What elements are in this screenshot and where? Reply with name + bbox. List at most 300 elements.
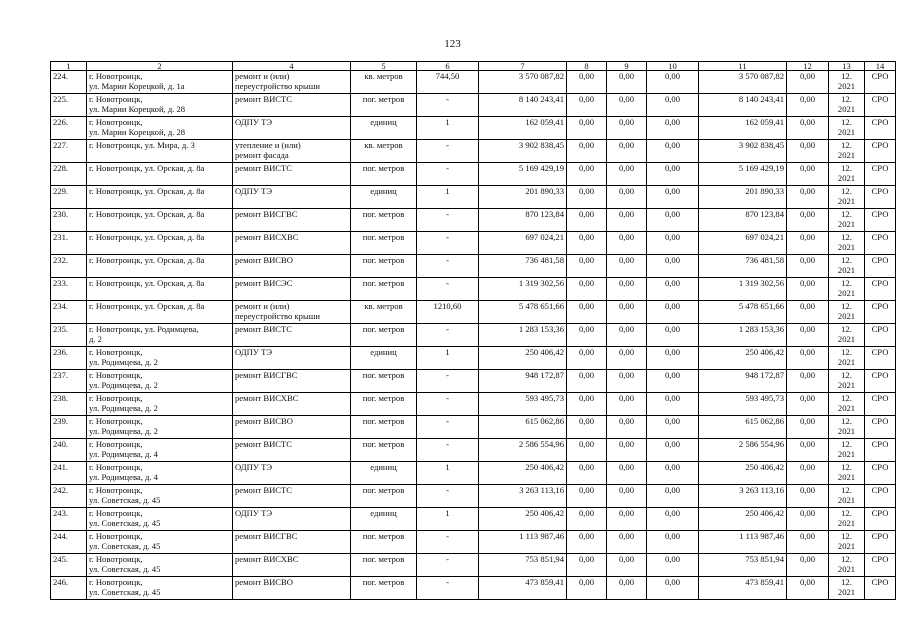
deadline-year: 2021 [837, 81, 856, 92]
fund-cell-8: 0,00 [567, 94, 607, 117]
total-cost-cell: 1 283 153,36 [479, 324, 567, 347]
fund-method-cell: СРО [865, 393, 896, 416]
fund-cell-9: 0,00 [607, 324, 647, 347]
address-line: г. Новотроицк, ул. Орская, д. 8а [89, 232, 205, 242]
row-number-cell: 225. [51, 94, 87, 117]
unit-cell: единиц [351, 186, 417, 209]
fund-cell-9: 0,00 [607, 577, 647, 600]
table-row [51, 485, 896, 508]
work-type-line: ремонт ВИСХВС [235, 554, 299, 564]
fund-cell-12: 0,00 [787, 485, 829, 508]
fund-cell-12: 0,00 [787, 209, 829, 232]
deadline-month: 12. [841, 439, 852, 449]
work-type-line: ремонт ВИСТС [235, 485, 293, 495]
fund-cell-9: 0,00 [607, 117, 647, 140]
work-type-cell [233, 140, 351, 163]
deadline-month: 12. [841, 117, 852, 127]
fund-method-cell: СРО [865, 163, 896, 186]
fund-cell-9: 0,00 [607, 370, 647, 393]
deadline-month: 12. [841, 324, 852, 334]
address-cell [87, 186, 233, 209]
total-cost-cell: 615 062,86 [479, 416, 567, 439]
address-line: г. Новотроицк, ул. Родимцева, [89, 324, 199, 334]
fund-method-cell: СРО [865, 508, 896, 531]
fund-cell-8: 0,00 [567, 347, 607, 370]
column-number-header: 9 [607, 62, 647, 71]
unit-cell: пог. метров [351, 393, 417, 416]
fund-cell-12: 0,00 [787, 94, 829, 117]
work-type-line: ОДПУ ТЭ [235, 347, 273, 357]
deadline-month: 12. [841, 416, 852, 426]
quantity-cell: - [417, 393, 479, 416]
quantity-cell: - [417, 163, 479, 186]
address-line: ул. Родимцева, д. 2 [89, 403, 158, 414]
deadline-month: 12. [841, 278, 852, 288]
fund-cell-12: 0,00 [787, 439, 829, 462]
fund-cell-9: 0,00 [607, 278, 647, 301]
deadline-month: 12. [841, 554, 852, 564]
total-cost-cell: 1 319 302,56 [479, 278, 567, 301]
address-line: г. Новотроицк, [89, 117, 143, 127]
row-number-cell: 238. [51, 393, 87, 416]
address-cell [87, 554, 233, 577]
total-cost-cell: 753 851,94 [479, 554, 567, 577]
address-cell [87, 94, 233, 117]
owners-funds-cell: 1 319 302,56 [699, 278, 787, 301]
deadline-cell [829, 439, 865, 462]
deadline-year: 2021 [837, 541, 856, 552]
table-row [51, 232, 896, 255]
fund-cell-9: 0,00 [607, 531, 647, 554]
address-cell [87, 301, 233, 324]
fund-method-cell: СРО [865, 531, 896, 554]
quantity-cell: 1210,60 [417, 301, 479, 324]
table-row [51, 347, 896, 370]
table-row [51, 301, 896, 324]
total-cost-cell: 162 059,41 [479, 117, 567, 140]
fund-cell-12: 0,00 [787, 278, 829, 301]
fund-cell-10: 0,00 [647, 278, 699, 301]
deadline-month: 12. [841, 209, 852, 219]
unit-cell: пог. метров [351, 531, 417, 554]
address-line: ул. Родимцева, д. 2 [89, 357, 158, 368]
fund-cell-10: 0,00 [647, 94, 699, 117]
fund-cell-9: 0,00 [607, 255, 647, 278]
fund-method-cell: СРО [865, 209, 896, 232]
total-cost-cell: 3 902 838,45 [479, 140, 567, 163]
total-cost-cell: 8 140 243,41 [479, 94, 567, 117]
unit-cell: пог. метров [351, 232, 417, 255]
deadline-year: 2021 [837, 311, 856, 322]
address-line: ул. Марии Корецкой, д. 28 [89, 104, 186, 115]
fund-cell-12: 0,00 [787, 577, 829, 600]
table-row [51, 278, 896, 301]
unit-cell: кв. метров [351, 301, 417, 324]
fund-cell-8: 0,00 [567, 140, 607, 163]
fund-cell-8: 0,00 [567, 71, 607, 94]
fund-cell-10: 0,00 [647, 163, 699, 186]
unit-cell: пог. метров [351, 439, 417, 462]
deadline-cell [829, 416, 865, 439]
total-cost-cell: 736 481,58 [479, 255, 567, 278]
quantity-cell: - [417, 140, 479, 163]
fund-cell-12: 0,00 [787, 255, 829, 278]
owners-funds-cell: 1 283 153,36 [699, 324, 787, 347]
work-type-line: ремонт ВИСГВС [235, 531, 298, 541]
quantity-cell: - [417, 416, 479, 439]
work-type-line: утепление и (или) [235, 140, 301, 150]
unit-cell: пог. метров [351, 324, 417, 347]
owners-funds-cell: 3 263 113,16 [699, 485, 787, 508]
fund-method-cell: СРО [865, 278, 896, 301]
page-number: 123 [444, 38, 461, 50]
fund-cell-8: 0,00 [567, 186, 607, 209]
row-number-cell: 227. [51, 140, 87, 163]
fund-method-cell: СРО [865, 462, 896, 485]
address-line: г. Новотроицк, ул. Мира, д. 3 [89, 140, 195, 150]
fund-cell-12: 0,00 [787, 554, 829, 577]
address-line: ул. Марии Корецкой, д. 1а [89, 81, 185, 92]
column-number-header: 1 [51, 62, 87, 71]
work-type-line: ремонт ВИСХВС [235, 393, 299, 403]
deadline-cell [829, 232, 865, 255]
address-cell [87, 232, 233, 255]
address-line: г. Новотроицк, ул. Орская, д. 8а [89, 186, 205, 196]
address-line: г. Новотроицк, [89, 462, 143, 472]
fund-method-cell: СРО [865, 416, 896, 439]
address-line: ул. Родимцева, д. 4 [89, 472, 158, 483]
total-cost-cell: 948 172,87 [479, 370, 567, 393]
quantity-cell: - [417, 232, 479, 255]
quantity-cell: 1 [417, 462, 479, 485]
fund-cell-10: 0,00 [647, 462, 699, 485]
work-type-line: ОДПУ ТЭ [235, 186, 273, 196]
deadline-cell [829, 347, 865, 370]
address-line: ул. Марии Корецкой, д. 28 [89, 127, 186, 138]
deadline-year: 2021 [837, 403, 856, 414]
row-number-cell: 232. [51, 255, 87, 278]
deadline-month: 12. [841, 71, 852, 81]
address-cell [87, 209, 233, 232]
column-number-header: 11 [699, 62, 787, 71]
address-line: г. Новотроицк, [89, 554, 143, 564]
fund-cell-8: 0,00 [567, 370, 607, 393]
address-line: г. Новотроицк, [89, 370, 143, 380]
address-line: ул. Родимцева, д. 4 [89, 449, 158, 460]
table-row [51, 508, 896, 531]
fund-cell-10: 0,00 [647, 508, 699, 531]
deadline-year: 2021 [837, 334, 856, 345]
fund-method-cell: СРО [865, 439, 896, 462]
row-number-cell: 231. [51, 232, 87, 255]
deadline-cell [829, 370, 865, 393]
owners-funds-cell: 8 140 243,41 [699, 94, 787, 117]
address-line: г. Новотроицк, ул. Орская, д. 8а [89, 163, 205, 173]
fund-cell-10: 0,00 [647, 301, 699, 324]
fund-cell-9: 0,00 [607, 439, 647, 462]
deadline-year: 2021 [837, 104, 856, 115]
address-line: г. Новотроицк, [89, 393, 143, 403]
address-cell [87, 393, 233, 416]
fund-method-cell: СРО [865, 370, 896, 393]
fund-method-cell: СРО [865, 554, 896, 577]
fund-cell-9: 0,00 [607, 186, 647, 209]
owners-funds-cell: 736 481,58 [699, 255, 787, 278]
table-row [51, 393, 896, 416]
deadline-year: 2021 [837, 265, 856, 276]
column-number-header: 13 [829, 62, 865, 71]
unit-cell: единиц [351, 462, 417, 485]
address-line: ул. Советская, д. 45 [89, 518, 161, 529]
fund-cell-8: 0,00 [567, 393, 607, 416]
table-body [51, 71, 896, 600]
deadline-month: 12. [841, 186, 852, 196]
table-row [51, 209, 896, 232]
fund-cell-8: 0,00 [567, 554, 607, 577]
deadline-year: 2021 [837, 472, 856, 483]
column-number-row [51, 62, 896, 71]
column-number-header: 12 [787, 62, 829, 71]
work-type-cell [233, 416, 351, 439]
work-type-cell [233, 531, 351, 554]
deadline-cell [829, 508, 865, 531]
address-cell [87, 485, 233, 508]
owners-funds-cell: 697 024,21 [699, 232, 787, 255]
deadline-cell [829, 278, 865, 301]
unit-cell: пог. метров [351, 255, 417, 278]
row-number-cell: 224. [51, 71, 87, 94]
total-cost-cell: 697 024,21 [479, 232, 567, 255]
deadline-month: 12. [841, 370, 852, 380]
fund-cell-12: 0,00 [787, 163, 829, 186]
work-type-line: ремонт ВИСВО [235, 416, 293, 426]
work-type-line: ремонт и (или) [235, 301, 290, 311]
fund-cell-12: 0,00 [787, 508, 829, 531]
address-cell [87, 255, 233, 278]
quantity-cell: 1 [417, 347, 479, 370]
row-number-cell: 234. [51, 301, 87, 324]
total-cost-cell: 5 169 429,19 [479, 163, 567, 186]
quantity-cell: - [417, 255, 479, 278]
table-row [51, 94, 896, 117]
deadline-cell [829, 462, 865, 485]
deadline-year: 2021 [837, 127, 856, 138]
work-type-line: ремонт ВИСЭС [235, 278, 293, 288]
address-cell [87, 71, 233, 94]
deadline-year: 2021 [837, 449, 856, 460]
address-line: ул. Советская, д. 45 [89, 495, 161, 506]
deadline-month: 12. [841, 140, 852, 150]
table-row [51, 324, 896, 347]
fund-cell-12: 0,00 [787, 347, 829, 370]
deadline-year: 2021 [837, 357, 856, 368]
work-type-line: ОДПУ ТЭ [235, 508, 273, 518]
address-cell [87, 531, 233, 554]
address-line: ул. Советская, д. 45 [89, 587, 161, 598]
owners-funds-cell: 593 495,73 [699, 393, 787, 416]
unit-cell: единиц [351, 347, 417, 370]
unit-cell: единиц [351, 117, 417, 140]
address-line: д. 2 [89, 334, 102, 345]
owners-funds-cell: 870 123,84 [699, 209, 787, 232]
address-cell [87, 278, 233, 301]
address-cell [87, 324, 233, 347]
column-number-header: 8 [567, 62, 607, 71]
deadline-cell [829, 485, 865, 508]
quantity-cell: - [417, 209, 479, 232]
owners-funds-cell: 250 406,42 [699, 462, 787, 485]
fund-cell-9: 0,00 [607, 554, 647, 577]
fund-cell-8: 0,00 [567, 577, 607, 600]
deadline-month: 12. [841, 301, 852, 311]
fund-method-cell: СРО [865, 94, 896, 117]
unit-cell: пог. метров [351, 370, 417, 393]
quantity-cell: - [417, 324, 479, 347]
deadline-cell [829, 117, 865, 140]
unit-cell: пог. метров [351, 554, 417, 577]
owners-funds-cell: 948 172,87 [699, 370, 787, 393]
fund-cell-10: 0,00 [647, 577, 699, 600]
deadline-month: 12. [841, 347, 852, 357]
fund-cell-10: 0,00 [647, 117, 699, 140]
quantity-cell: - [417, 278, 479, 301]
total-cost-cell: 473 859,41 [479, 577, 567, 600]
table-row [51, 416, 896, 439]
work-type-cell [233, 439, 351, 462]
work-type-line: переустройство крыши [235, 81, 320, 92]
unit-cell: единиц [351, 508, 417, 531]
unit-cell: пог. метров [351, 94, 417, 117]
deadline-cell [829, 554, 865, 577]
deadline-cell [829, 577, 865, 600]
fund-cell-12: 0,00 [787, 370, 829, 393]
address-line: ул. Советская, д. 45 [89, 541, 161, 552]
total-cost-cell: 2 586 554,96 [479, 439, 567, 462]
column-number-header: 6 [417, 62, 479, 71]
deadline-cell [829, 71, 865, 94]
column-number-header: 7 [479, 62, 567, 71]
row-number-cell: 230. [51, 209, 87, 232]
unit-cell: кв. метров [351, 140, 417, 163]
deadline-year: 2021 [837, 495, 856, 506]
quantity-cell: - [417, 531, 479, 554]
capital-repair-table [50, 61, 896, 600]
work-type-cell [233, 163, 351, 186]
fund-cell-10: 0,00 [647, 531, 699, 554]
address-line: г. Новотроицк, [89, 416, 143, 426]
fund-cell-12: 0,00 [787, 71, 829, 94]
fund-cell-9: 0,00 [607, 94, 647, 117]
owners-funds-cell: 3 570 087,82 [699, 71, 787, 94]
owners-funds-cell: 473 859,41 [699, 577, 787, 600]
fund-cell-9: 0,00 [607, 485, 647, 508]
fund-cell-8: 0,00 [567, 439, 607, 462]
owners-funds-cell: 3 902 838,45 [699, 140, 787, 163]
address-cell [87, 462, 233, 485]
table-row [51, 439, 896, 462]
deadline-year: 2021 [837, 380, 856, 391]
row-number-cell: 229. [51, 186, 87, 209]
deadline-month: 12. [841, 508, 852, 518]
unit-cell: пог. метров [351, 209, 417, 232]
deadline-year: 2021 [837, 426, 856, 437]
fund-method-cell: СРО [865, 301, 896, 324]
row-number-cell: 242. [51, 485, 87, 508]
work-type-line: ремонт и (или) [235, 71, 290, 81]
fund-method-cell: СРО [865, 140, 896, 163]
unit-cell: пог. метров [351, 163, 417, 186]
owners-funds-cell: 5 478 651,66 [699, 301, 787, 324]
address-line: г. Новотроицк, [89, 71, 143, 81]
work-type-line: ремонт ВИСВО [235, 255, 293, 265]
fund-cell-8: 0,00 [567, 232, 607, 255]
address-line: г. Новотроицк, [89, 508, 143, 518]
work-type-cell [233, 186, 351, 209]
total-cost-cell: 201 890,33 [479, 186, 567, 209]
fund-cell-8: 0,00 [567, 301, 607, 324]
fund-cell-10: 0,00 [647, 140, 699, 163]
address-line: г. Новотроицк, ул. Орская, д. 8а [89, 278, 205, 288]
work-type-line: ремонт ВИСХВС [235, 232, 299, 242]
fund-cell-8: 0,00 [567, 531, 607, 554]
address-cell [87, 439, 233, 462]
column-number-header: 10 [647, 62, 699, 71]
quantity-cell: - [417, 94, 479, 117]
table-row [51, 140, 896, 163]
unit-cell: пог. метров [351, 278, 417, 301]
work-type-cell [233, 370, 351, 393]
deadline-year: 2021 [837, 219, 856, 230]
deadline-month: 12. [841, 462, 852, 472]
total-cost-cell: 250 406,42 [479, 347, 567, 370]
fund-method-cell: СРО [865, 577, 896, 600]
address-line: г. Новотроицк, ул. Орская, д. 8а [89, 255, 205, 265]
fund-cell-10: 0,00 [647, 439, 699, 462]
deadline-cell [829, 163, 865, 186]
fund-method-cell: СРО [865, 324, 896, 347]
deadline-cell [829, 324, 865, 347]
table-row [51, 577, 896, 600]
fund-method-cell: СРО [865, 347, 896, 370]
fund-cell-9: 0,00 [607, 393, 647, 416]
fund-method-cell: СРО [865, 186, 896, 209]
work-type-cell [233, 71, 351, 94]
address-cell [87, 140, 233, 163]
owners-funds-cell: 753 851,94 [699, 554, 787, 577]
fund-cell-10: 0,00 [647, 416, 699, 439]
total-cost-cell: 3 570 087,82 [479, 71, 567, 94]
work-type-cell [233, 554, 351, 577]
quantity-cell: 1 [417, 186, 479, 209]
row-number-cell: 226. [51, 117, 87, 140]
table-row [51, 71, 896, 94]
table-row [51, 462, 896, 485]
deadline-month: 12. [841, 255, 852, 265]
address-line: г. Новотроицк, [89, 577, 143, 587]
row-number-cell: 241. [51, 462, 87, 485]
fund-cell-12: 0,00 [787, 117, 829, 140]
fund-cell-12: 0,00 [787, 140, 829, 163]
unit-cell: пог. метров [351, 577, 417, 600]
quantity-cell: - [417, 370, 479, 393]
deadline-month: 12. [841, 232, 852, 242]
quantity-cell: - [417, 439, 479, 462]
row-number-cell: 244. [51, 531, 87, 554]
address-cell [87, 508, 233, 531]
work-type-line: переустройство крыши [235, 311, 320, 322]
total-cost-cell: 1 113 987,46 [479, 531, 567, 554]
table-row [51, 117, 896, 140]
